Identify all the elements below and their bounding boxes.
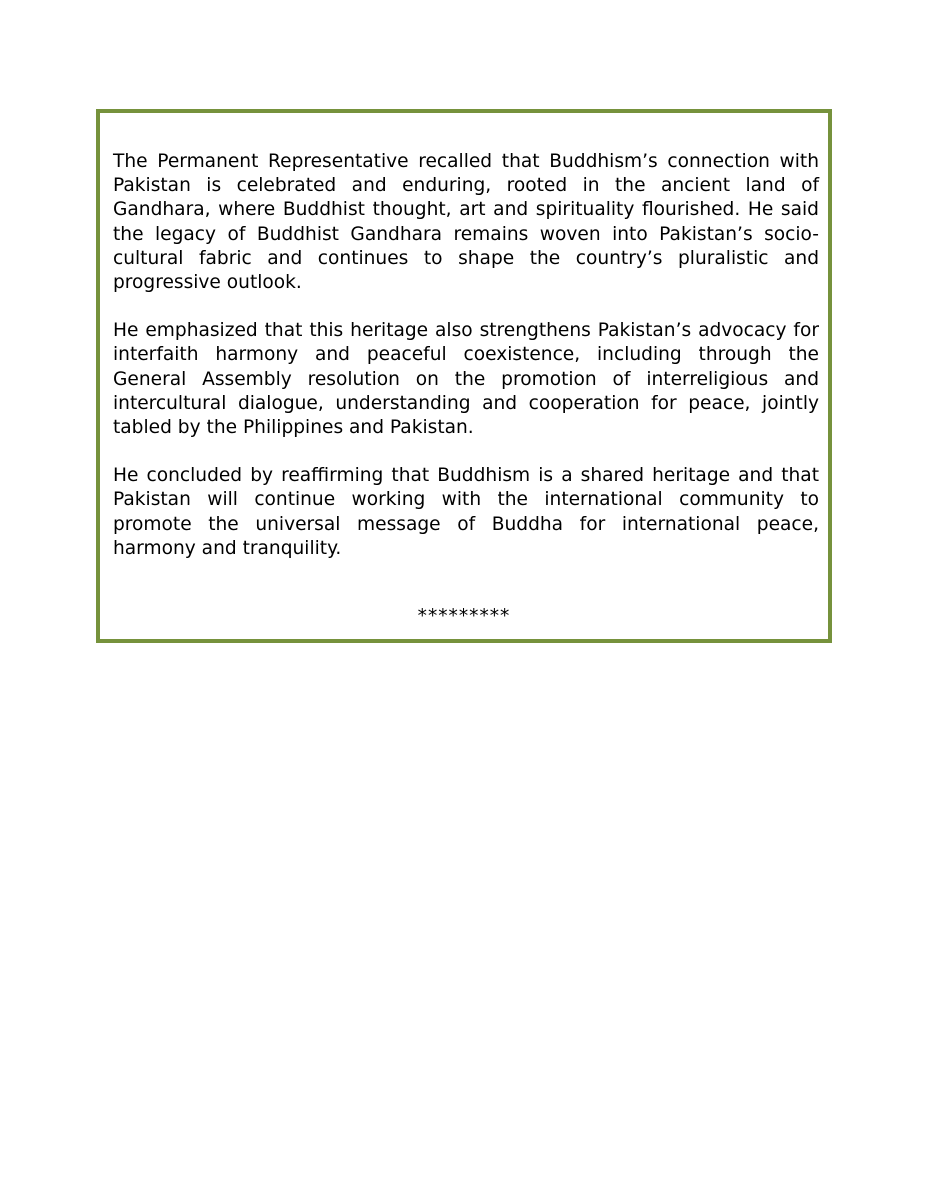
paragraph-2: He emphasized that this heritage also strengthens Pakistan’s advocacy for interfaith harmony and peaceful coexistence, including through the General Assembly resolution on the promotion of interreligious and intercultural dialogue, understanding and cooperation for peace, jointly tabled by the Philippines and Pakistan.: [113, 320, 819, 439]
paragraph-3: He concluded by reaffirming that Buddhism is a shared heritage and that Pakistan will continue working with the international community to promote the universal message of Buddha for international peace, harmony and tranquility.: [113, 465, 819, 559]
paragraph-1: The Permanent Representative recalled that Buddhism’s connection with Pakistan is celebrated and enduring, rooted in the ancient land of Gandhara, where Buddhist thought, art and spirituality flourished. He said the legacy of Buddhist Gandhara remains woven into Pakistan’s socio-cultural fabric and continues to shape the country’s pluralistic and progressive outlook.: [113, 151, 819, 294]
end-marker: *********: [417, 606, 511, 627]
document-frame: [96, 109, 832, 643]
document-body: [113, 150, 819, 585]
